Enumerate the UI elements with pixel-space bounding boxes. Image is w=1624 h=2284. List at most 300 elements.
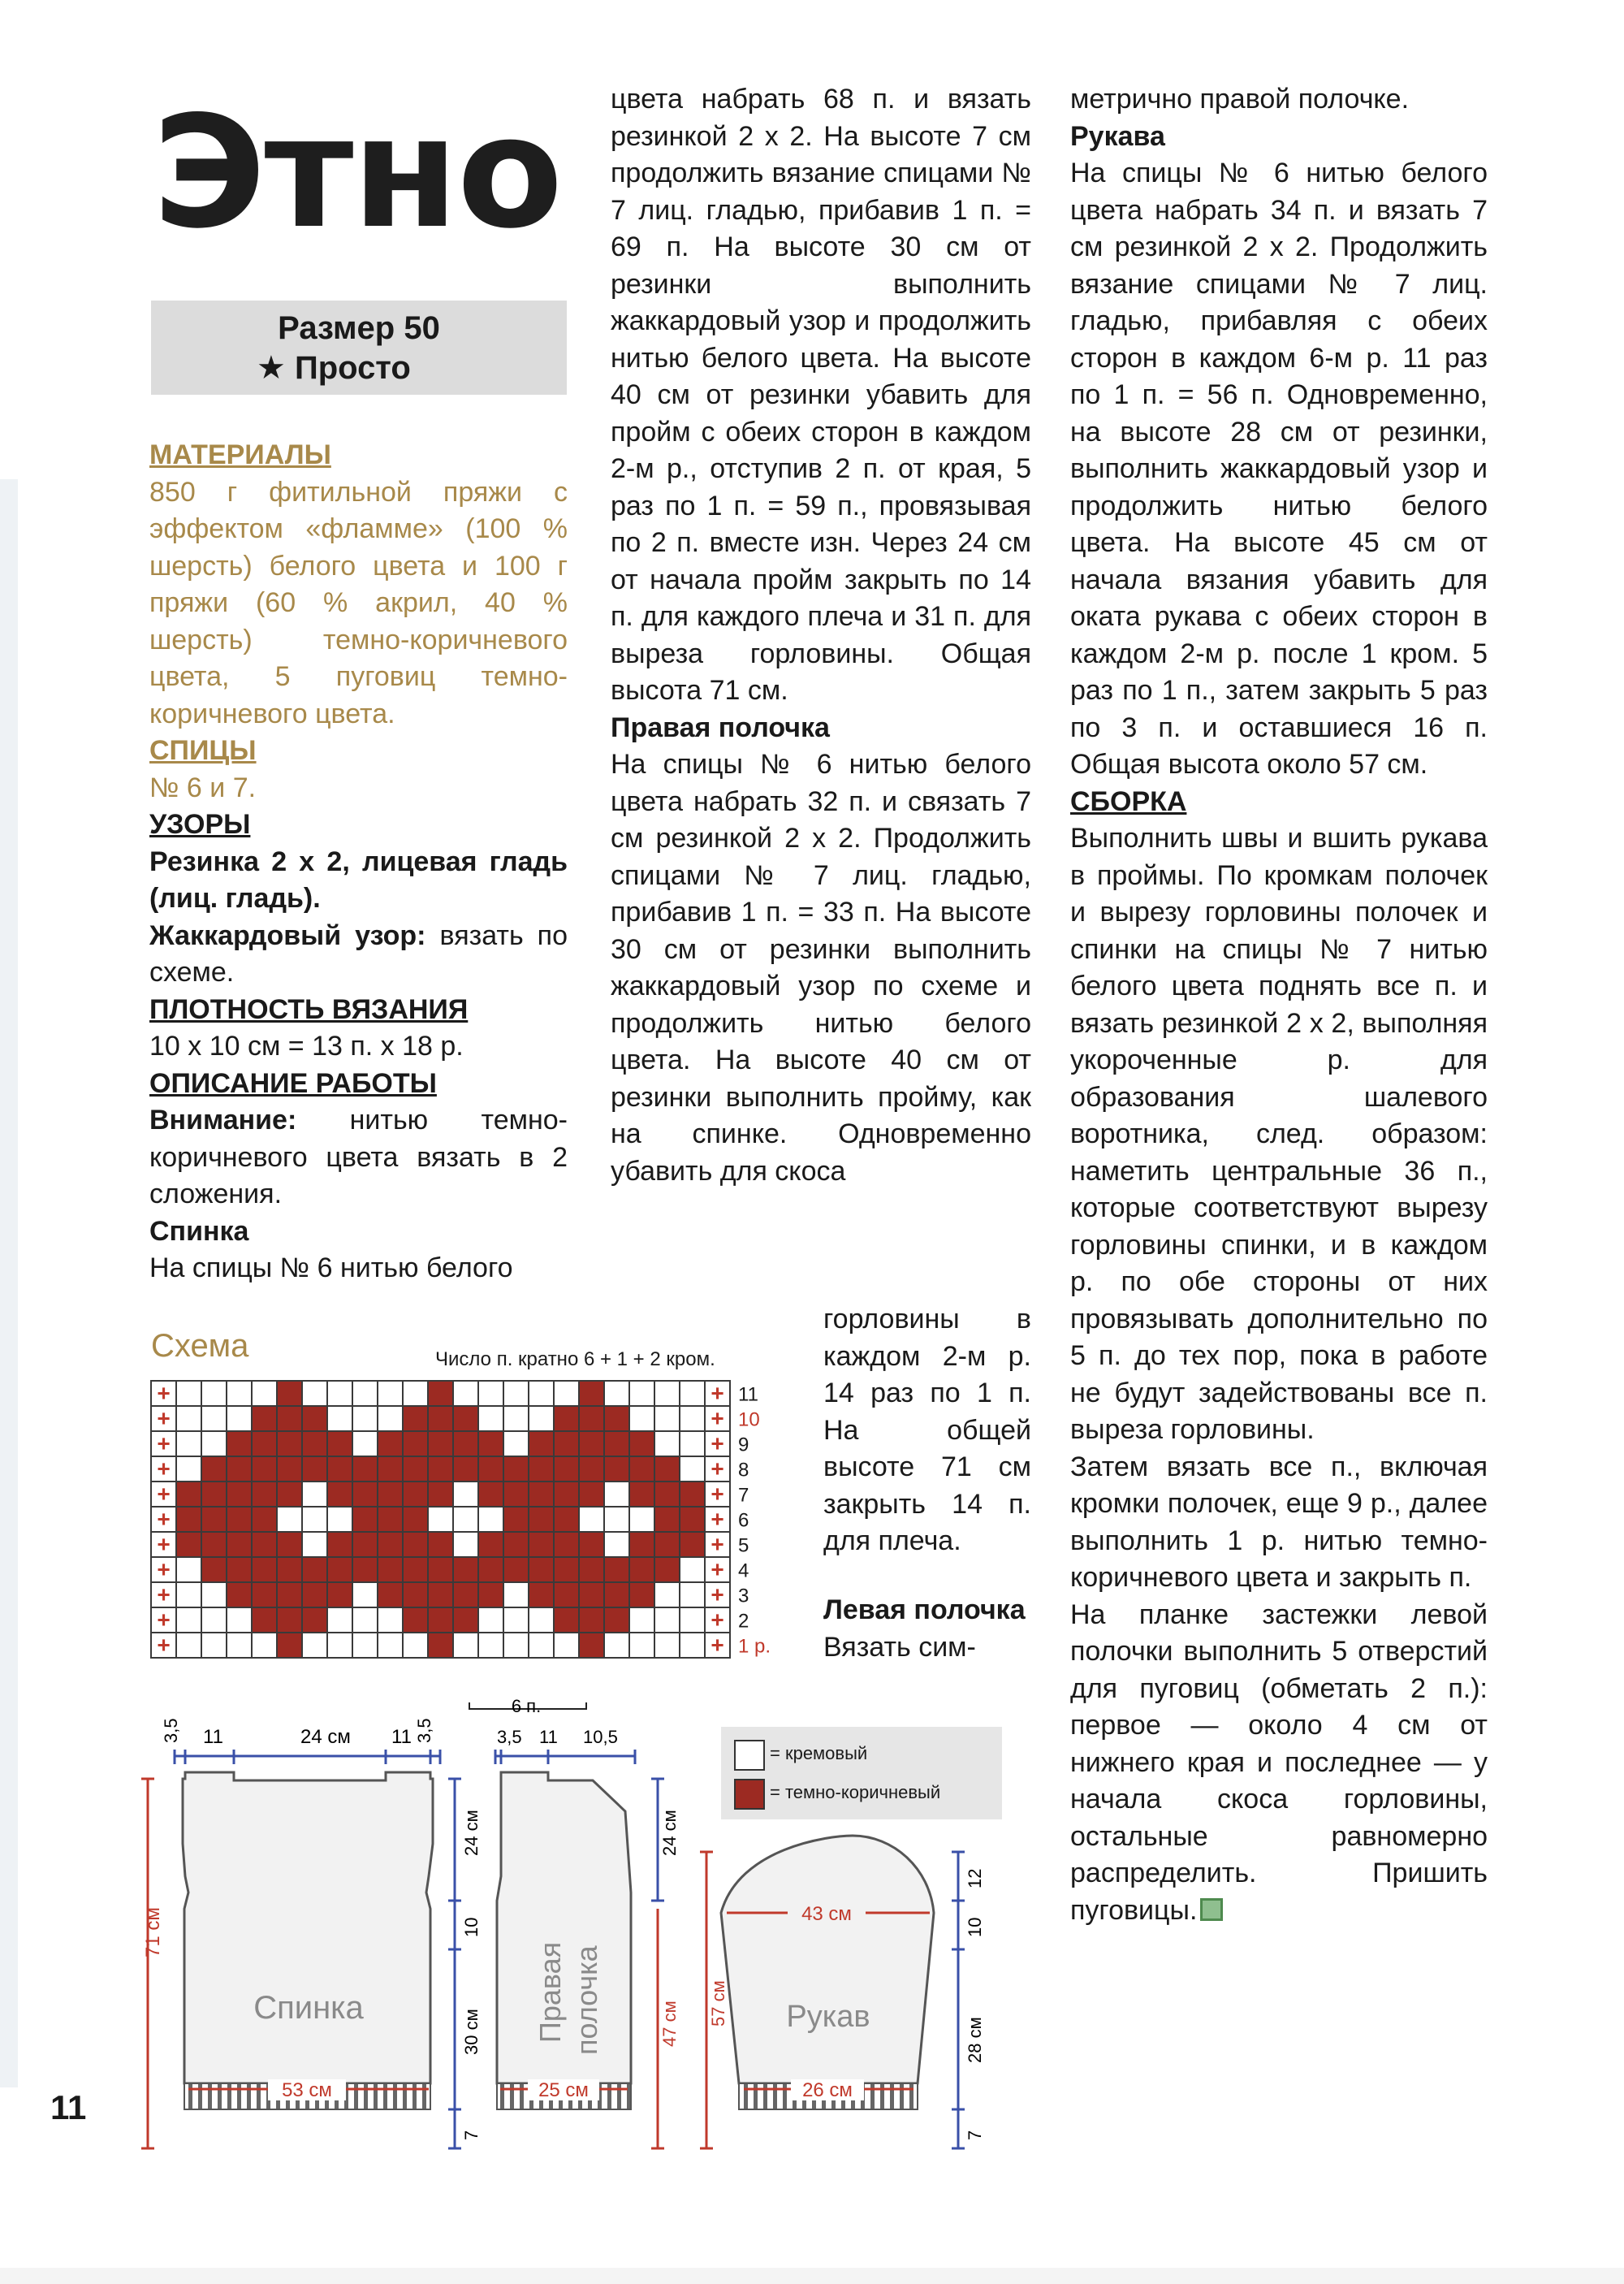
chart-cell-brown [201,1482,227,1507]
sleeve-height-dims-blue [952,1852,965,2148]
back-w1: 3,5 [161,1718,181,1743]
left-front-text-cont: метрично правой полочке. [1070,84,1410,115]
page-margin-strip [0,479,18,2087]
chart-edge-mark: + [157,1556,171,1582]
chart-cell-cream [352,1431,378,1456]
chart-cell-brown [277,1607,302,1633]
chart-cell-cream [302,1532,327,1557]
attention-label: Внимание: [149,1105,297,1136]
chart-cell-brown [629,1532,654,1557]
chart-cell-brown [277,1633,302,1658]
chart-cell-cream [554,1633,579,1658]
chart-cell-cream [680,1607,705,1633]
chart-cell-cream [176,1607,201,1633]
chart-cell-brown [227,1431,252,1456]
page-title: Этно [153,83,562,262]
chart-cell-cream [176,1557,201,1582]
chart-cell-brown [352,1532,378,1557]
chart-edge-mark: + [157,1430,171,1456]
chart-cell-brown [529,1557,554,1582]
chart-cell-brown [554,1557,579,1582]
chart-cell-brown [227,1482,252,1507]
chart-cell-brown [554,1532,579,1557]
chart-cell-brown [629,1456,654,1482]
density-heading: ПЛОТНОСТЬ ВЯЗАНИЯ [149,993,469,1025]
chart-cell-brown [403,1482,428,1507]
chart-cell-cream [529,1406,554,1431]
chart-edge-mark: + [710,1556,724,1582]
front-bottom-width: 25 см [538,2079,589,2101]
chart-cell-cream [453,1381,478,1406]
chart-cell-brown [428,1607,453,1633]
column-sleeve-assembly [1070,81,1488,1929]
attention-text: нитью темно-коричневого цвета вязать в 2 сложения. [149,1105,568,1209]
chart-cell-brown [252,1582,277,1607]
assembly-heading: СБОРКА [1070,785,1187,817]
front-width-dims [495,1750,635,1764]
chart-cell-cream [378,1607,403,1633]
chart-cell-brown [277,1532,302,1557]
repeat-label: 6 п. [511,1696,542,1714]
chart-edge-mark: + [157,1581,171,1607]
back-w5: 3,5 [414,1718,434,1743]
chart-row-label: 11 [738,1383,758,1406]
chart-cell-brown [579,1381,604,1406]
sleeve-bottom-width: 26 см [802,2079,853,2101]
back-heading: Спинка [149,1215,249,1247]
chart-cell-brown [503,1507,529,1532]
page-bottom-strip [0,2268,1624,2284]
chart-cell-brown [680,1482,705,1507]
chart-cell-brown [227,1557,252,1582]
chart-cell-cream [453,1482,478,1507]
chart-cell-cream [680,1406,705,1431]
chart-cell-brown [629,1482,654,1507]
chart-cell-cream [201,1431,227,1456]
difficulty-line: ★ Просто [257,350,411,386]
chart-cell-cream [453,1633,478,1658]
chart-cell-brown [428,1406,453,1431]
chart-cell-cream [277,1507,302,1532]
chart-cell-cream [503,1406,529,1431]
chart-cell-brown [252,1406,277,1431]
chart-cell-brown [503,1456,529,1482]
chart-edge-mark: + [157,1456,171,1482]
chart-cell-brown [252,1607,277,1633]
chart-cell-brown [201,1557,227,1582]
chart-cell-cream [503,1607,529,1633]
chart-edge-mark: + [157,1632,171,1658]
column-right-front-cont [823,1301,1031,1560]
assembly-text-3: На планке застежки левой полочки выполнить 5 отверстий для пуговиц (обметать 2 п.): первое — около 4 см от нижнего края и последнее — у начала скоса горловины, остальные равномерно распределить. Пришить пуговицы. [1070,1598,1488,1926]
chart-cell-brown [604,1557,629,1582]
chart-cell-cream [201,1406,227,1431]
chart-cell-brown [252,1431,277,1456]
chart-edge-mark: + [710,1430,724,1456]
chart-edge-mark: + [157,1531,171,1557]
chart-cell-brown [302,1607,327,1633]
needles-text: № 6 и 7. [149,772,257,803]
chart-cell-brown [201,1532,227,1557]
chart-edge-mark: + [710,1506,724,1532]
chart-cell-cream [302,1633,327,1658]
chart-cell-cream [529,1633,554,1658]
chart-cell-cream [654,1582,680,1607]
back-h3: 30 см [461,2009,482,2055]
chart-cell-brown [629,1582,654,1607]
chart-cell-brown [478,1431,503,1456]
chart-cell-brown [327,1482,352,1507]
chart-cell-brown [227,1582,252,1607]
chart-cell-brown [428,1557,453,1582]
chart-cell-cream [604,1532,629,1557]
chart-cell-brown [403,1406,428,1431]
chart-cell-brown [277,1381,302,1406]
chart-cell-brown [176,1532,201,1557]
back-height-dims-blue [448,1779,461,2148]
chart-cell-cream [654,1406,680,1431]
chart-cell-brown [428,1582,453,1607]
chart-cell-cream [680,1582,705,1607]
chart-edge-mark: + [710,1481,724,1507]
chart-cell-brown [277,1582,302,1607]
front-label-1: Правая [533,1941,567,2043]
chart-cell-cream [378,1633,403,1658]
chart-cell-brown [579,1532,604,1557]
chart-cell-brown [352,1507,378,1532]
chart-cell-cream [529,1381,554,1406]
chart-cell-brown [579,1456,604,1482]
chart-cell-brown [403,1582,428,1607]
chart-cell-brown [604,1607,629,1633]
chart-cell-brown [176,1507,201,1532]
chart-cell-cream [352,1406,378,1431]
chart-cell-cream [680,1633,705,1658]
chart-row-label: 6 [738,1509,749,1532]
chart-cell-brown [428,1633,453,1658]
chart-cell-cream [176,1582,201,1607]
right-front-piece [497,1772,631,2109]
chart-cell-brown [654,1482,680,1507]
chart-cell-cream [629,1381,654,1406]
materials-heading: МАТЕРИАЛЫ [149,439,331,470]
chart-cell-cream [478,1507,503,1532]
chart-cell-cream [503,1431,529,1456]
chart-cell-brown [302,1582,327,1607]
chart-cell-brown [604,1431,629,1456]
chart-cell-brown [201,1507,227,1532]
chart-cell-brown [579,1482,604,1507]
chart-cell-cream [176,1381,201,1406]
chart-cell-cream [654,1633,680,1658]
chart-cell-cream [352,1381,378,1406]
chart-cell-brown [252,1507,277,1532]
schema-note: Число п. кратно 6 + 1 + 2 кром. [435,1348,715,1370]
chart-cell-brown [277,1557,302,1582]
chart-cell-brown [428,1532,453,1557]
chart-cell-cream [352,1633,378,1658]
chart-cell-cream [428,1507,453,1532]
chart-cell-cream [176,1431,201,1456]
chart-cell-cream [201,1582,227,1607]
chart-cell-brown [478,1582,503,1607]
front-w1: 3,5 [497,1727,522,1747]
chart-cell-brown [453,1456,478,1482]
chart-cell-brown [503,1482,529,1507]
assembly-text-1: Выполнить швы и вшить рукава в проймы. По кромкам полочек и вырезу горловины полочек и спинки на спицы № 7 нитью белого цвета поднять все п. и вязать резинкой 2 х 2, выполняя укороченные р. для образования шалевого воротника, след. образом: наметить центральные 36 п., которые соответствуют вырезу горловины спинки, и в каждом р. по обе стороны от них провязывать дополнительно по 5 п. до тех пор, пока в работе не будут задействованы все п. выреза горловины. [1070,823,1488,1445]
back-label: Спинка [253,1990,364,2026]
chart-cell-cream [680,1431,705,1456]
page-number: 11 [50,2088,87,2126]
chart-cell-cream [654,1607,680,1633]
chart-cell-cream [503,1633,529,1658]
chart-row-labels [738,1384,771,1658]
chart-cell-cream [227,1633,252,1658]
left-front-heading: Левая полочка [823,1594,1026,1625]
chart-row-label: 1 р. [738,1635,771,1658]
chart-cell-cream [478,1633,503,1658]
chart-cell-cream [352,1607,378,1633]
chart-cell-brown [277,1406,302,1431]
column-materials [149,437,568,1287]
chart-cell-brown [579,1582,604,1607]
chart-cell-brown [604,1406,629,1431]
chart-cell-brown [277,1482,302,1507]
chart-cell-cream [554,1381,579,1406]
chart-cell-brown [629,1557,654,1582]
chart-cell-cream [680,1381,705,1406]
right-front-heading: Правая полочка [611,712,830,743]
front-w3: 10,5 [583,1727,618,1747]
legend-brown-label: = темно-коричневый [770,1782,941,1802]
chart-cell-brown [680,1532,705,1557]
back-width-dims [175,1750,440,1764]
chart-cell-brown [554,1406,579,1431]
chart-cell-cream [176,1406,201,1431]
chart-cell-brown [352,1456,378,1482]
chart-cell-cream [680,1456,705,1482]
back-piece [183,1772,433,2109]
jacquard-text: вязать по схеме. [149,919,568,988]
chart-edge-mark: + [710,1581,724,1607]
chart-row-label: 4 [738,1559,749,1582]
front-label-2: полочка [570,1945,603,2055]
back-text-start: На спицы № 6 нитью белого [149,1252,513,1283]
sleeve-h4: 7 [965,2130,985,2140]
chart-cell-cream [629,1507,654,1532]
chart-cell-brown [478,1482,503,1507]
chart-cell-cream [654,1381,680,1406]
chart-cell-cream [604,1482,629,1507]
chart-cell-cream [227,1406,252,1431]
chart-cell-brown [403,1557,428,1582]
chart-cell-brown [378,1482,403,1507]
chart-row-label: 10 [738,1408,760,1431]
chart-cell-brown [252,1456,277,1482]
chart-cell-brown [378,1456,403,1482]
schema-title: Схема [151,1328,249,1364]
chart-cell-cream [604,1507,629,1532]
sleeve-h-total: 57 см [708,1980,728,2027]
chart-cell-cream [352,1582,378,1607]
back-h2: 10 [461,1917,482,1937]
chart-cell-brown [554,1507,579,1532]
chart-edge-mark: + [157,1405,171,1431]
chart-cell-brown [327,1532,352,1557]
chart-edge-mark: + [710,1456,724,1482]
legend-cream-label: = кремовый [770,1743,868,1763]
chart-cell-brown [529,1532,554,1557]
chart-cell-brown [579,1431,604,1456]
chart-cell-brown [277,1456,302,1482]
sleeve-text: На спицы № 6 нитью белого цвета набрать 34 п. и вязать 7 см резинкой 2 х 2. Продолжить вязание спицами № 7 лиц. гладью, прибавляя с обеих сторон в каждом 6-м р. 11 раз по 1 п. = 56 п. Одновременно, на высоте 28 см от резинки, выполнить жаккардовый узор и продолжить нитью белого цвета. На высоте 45 см от начала вязания убавить для оката рукава с обеих сторон в каждом 2-м р. после 1 кром. 5 раз по 1 п., затем закрыть 5 раз по 3 п. и оставшиеся 16 п. Общая высота около 57 см. [1070,158,1488,780]
chart-cell-brown [554,1482,579,1507]
chart-cell-brown [654,1507,680,1532]
chart-edge-mark: + [157,1380,171,1406]
size-box [151,301,567,395]
chart-cell-cream [378,1381,403,1406]
chart-row-label: 2 [738,1610,749,1633]
chart-cell-brown [227,1507,252,1532]
chart-cell-cream [604,1381,629,1406]
chart-cell-brown [680,1507,705,1532]
back-w2: 11 [203,1726,223,1748]
chart-cell-brown [428,1381,453,1406]
chart-cell-cream [252,1381,277,1406]
sleeve-piece [721,1836,934,2109]
chart-cell-brown [327,1456,352,1482]
chart-cell-brown [403,1607,428,1633]
jacquard-label: Жаккардовый узор: [149,919,426,951]
front-w2: 11 [539,1727,558,1747]
column-left-front [823,1592,1031,1666]
needles-heading: СПИЦЫ [149,735,257,766]
chart-row-label: 8 [738,1459,749,1482]
sleeve-h2: 10 [965,1917,985,1937]
chart-cell-brown [579,1406,604,1431]
back-w4: 11 [391,1726,412,1748]
chart-cell-cream [604,1633,629,1658]
chart-edge-mark: + [710,1632,724,1658]
chart-cell-brown [453,1406,478,1431]
chart-cell-cream [629,1607,654,1633]
chart-cell-cream [378,1406,403,1431]
chart-cell-brown [529,1507,554,1532]
chart-cell-brown [277,1431,302,1456]
chart-cell-cream [327,1406,352,1431]
chart-cell-brown [579,1607,604,1633]
chart-cell-cream [302,1507,327,1532]
chart-cell-cream [327,1507,352,1532]
chart-cell-cream [201,1381,227,1406]
back-bottom-width: 53 см [282,2079,332,2101]
chart-edge-mark: + [710,1531,724,1557]
chart-row-label: 5 [738,1534,749,1557]
chart-cell-cream [176,1633,201,1658]
chart-cell-brown [302,1557,327,1582]
chart-cell-brown [579,1633,604,1658]
chart-cell-brown [252,1557,277,1582]
chart-cell-cream [529,1607,554,1633]
chart-edge-mark: + [710,1405,724,1431]
chart-cell-cream [478,1381,503,1406]
chart-cell-brown [378,1532,403,1557]
chart-cell-brown [327,1431,352,1456]
chart-cell-cream [403,1381,428,1406]
chart-cell-cream [327,1381,352,1406]
materials-text: 850 г фитильной пряжи с эффектом «фламме» (100 % шерсть) белого цвета и 100 г пряжи (60 % акрил, 40 % шерсть) темно-коричневого цвета, 5 пуговиц темно-коричневого цвета. [149,476,568,729]
chart-row-label: 3 [738,1585,749,1607]
chart-cell-brown [654,1456,680,1482]
chart-cell-brown [302,1431,327,1456]
sleeve-label: Рукав [786,2000,870,2034]
chart-cell-cream [680,1557,705,1582]
chart-cell-brown [579,1557,604,1582]
chart-cell-brown [352,1557,378,1582]
size-line: Размер 50 [278,310,440,346]
chart-cell-brown [201,1456,227,1482]
chart-cell-brown [252,1532,277,1557]
back-h4: 7 [461,2130,482,2140]
chart-cell-cream [503,1582,529,1607]
chart-cell-brown [252,1482,277,1507]
chart-cell-brown [654,1532,680,1557]
chart-cell-brown [554,1431,579,1456]
chart-cell-cream [654,1431,680,1456]
chart-cell-cream [453,1532,478,1557]
sleeve-h1: 12 [965,1868,985,1888]
chart-cell-brown [529,1431,554,1456]
back-height-dim-red [141,1779,154,2148]
density-text: 10 х 10 см = 13 п. х 18 р. [149,1031,464,1062]
chart-row-label: 9 [738,1434,749,1456]
chart-cell-brown [554,1607,579,1633]
chart-cell-cream [579,1507,604,1532]
chart-cell-brown [327,1582,352,1607]
chart-cell-brown [604,1582,629,1607]
chart-cell-cream [201,1607,227,1633]
chart-cell-cream [403,1633,428,1658]
right-front-text-cont: горловины в каждом 2-м р. 14 раз по 1 п. На общей высоте 71 см закрыть 14 п. для плеча. [823,1304,1031,1556]
front-h1: 24 см [659,1810,680,1856]
chart-cell-brown [227,1532,252,1557]
chart-cell-cream [629,1406,654,1431]
chart-cell-brown [176,1482,201,1507]
chart-cell-brown [554,1582,579,1607]
chart-cell-brown [428,1431,453,1456]
front-h-total: 47 см [659,2001,680,2047]
chart-cell-brown [302,1406,327,1431]
chart-cell-brown [554,1456,579,1482]
chart-cell-brown [403,1507,428,1532]
back-w3: 24 см [300,1726,351,1748]
chart-cell-cream [227,1381,252,1406]
chart-cell-brown [453,1582,478,1607]
chart-cell-brown [302,1456,327,1482]
chart-cell-cream [176,1456,201,1482]
chart-edge-mark: + [710,1607,724,1633]
chart-cell-brown [478,1532,503,1557]
chart-cell-brown [403,1456,428,1482]
chart-edge-mark: + [157,1506,171,1532]
chart-cell-brown [629,1431,654,1456]
chart-cell-brown [403,1431,428,1456]
chart-cell-brown [378,1431,403,1456]
chart-cell-brown [478,1456,503,1482]
sleeve-top-width: 43 см [801,1903,852,1925]
chart-cell-brown [378,1582,403,1607]
column-back-front [611,81,1031,1190]
